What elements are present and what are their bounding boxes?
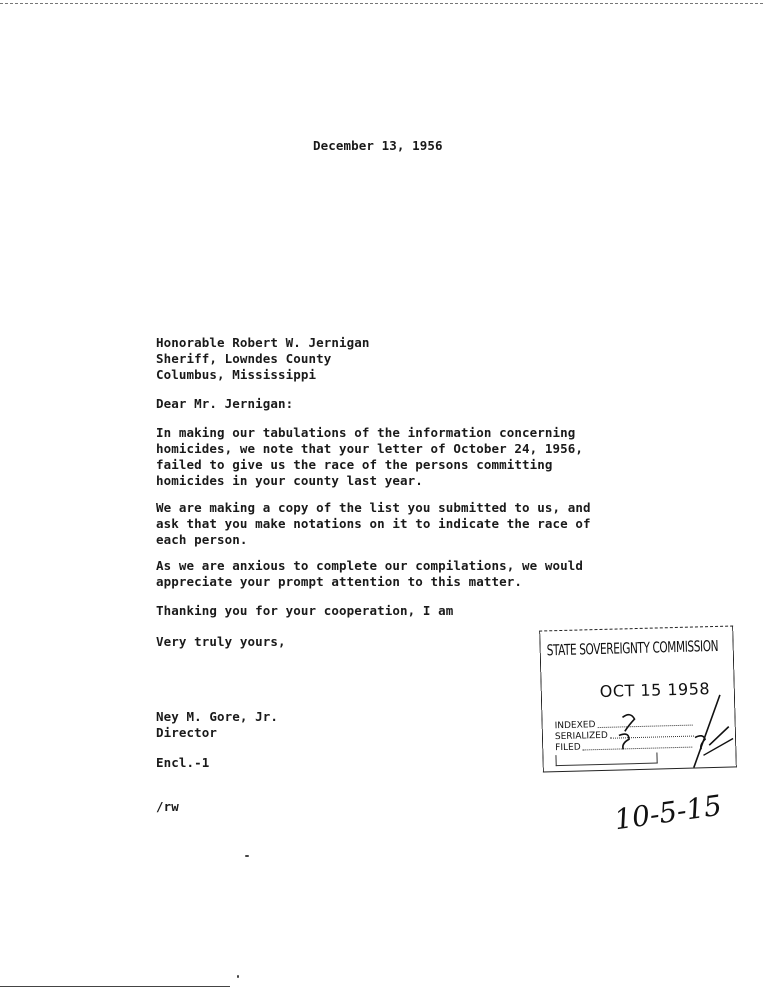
recipient-city: Columbus, Mississippi	[156, 367, 317, 382]
body-line: As we are anxious to complete our compilations, we would	[156, 558, 584, 573]
scan-speck	[245, 855, 249, 857]
signer-name: Ney M. Gore, Jr.	[156, 709, 279, 724]
recipient-address	[156, 335, 370, 383]
recipient-name: Honorable Robert W. Jernigan	[156, 335, 370, 350]
body-line: failed to give us the race of the persons committing	[156, 457, 553, 472]
scan-speck	[237, 975, 239, 978]
stamp-handwritten-marks	[540, 627, 736, 772]
body-paragraph-2	[156, 500, 596, 548]
body-paragraph-3	[156, 558, 596, 590]
enclosure-note: Encl.-1	[156, 755, 210, 770]
stamp-serialized-label: SERIALIZED	[554, 730, 609, 743]
stamp-filed-label: FILED	[555, 742, 581, 754]
body-paragraph-1	[156, 425, 596, 489]
complimentary-closing: Very truly yours,	[156, 634, 286, 649]
stamp-heading: STATE SOVEREIGNTY COMMISSION	[546, 636, 719, 660]
body-line: each person.	[156, 532, 248, 547]
handwritten-file-number: 10-5-15	[612, 788, 724, 837]
signer-title: Director	[156, 725, 218, 740]
body-line: ask that you make notations on it to indicate the race of	[156, 516, 591, 531]
body-line: In making our tabulations of the information concerning	[156, 425, 576, 440]
received-stamp	[539, 625, 737, 772]
signature-block	[156, 709, 278, 741]
body-line: homicides in your county last year.	[156, 473, 423, 488]
stamp-indexed-label: INDEXED	[554, 720, 596, 732]
thanks-line: Thanking you for your cooperation, I am	[156, 603, 454, 618]
scan-edge-top	[0, 3, 763, 4]
letter-date: December 13, 1956	[313, 138, 443, 153]
body-line: appreciate your prompt attention to this matter.	[156, 574, 523, 589]
salutation: Dear Mr. Jernigan:	[156, 396, 294, 411]
recipient-title: Sheriff, Lowndes County	[156, 351, 332, 366]
typist-initials: /rw	[156, 799, 179, 814]
body-line: homicides, we note that your letter of October 24, 1956,	[156, 441, 584, 456]
scan-edge-bottom	[0, 986, 230, 987]
stamp-date: OCT 15 1958	[599, 679, 711, 701]
body-line: We are making a copy of the list you submitted to us, and	[156, 500, 591, 515]
